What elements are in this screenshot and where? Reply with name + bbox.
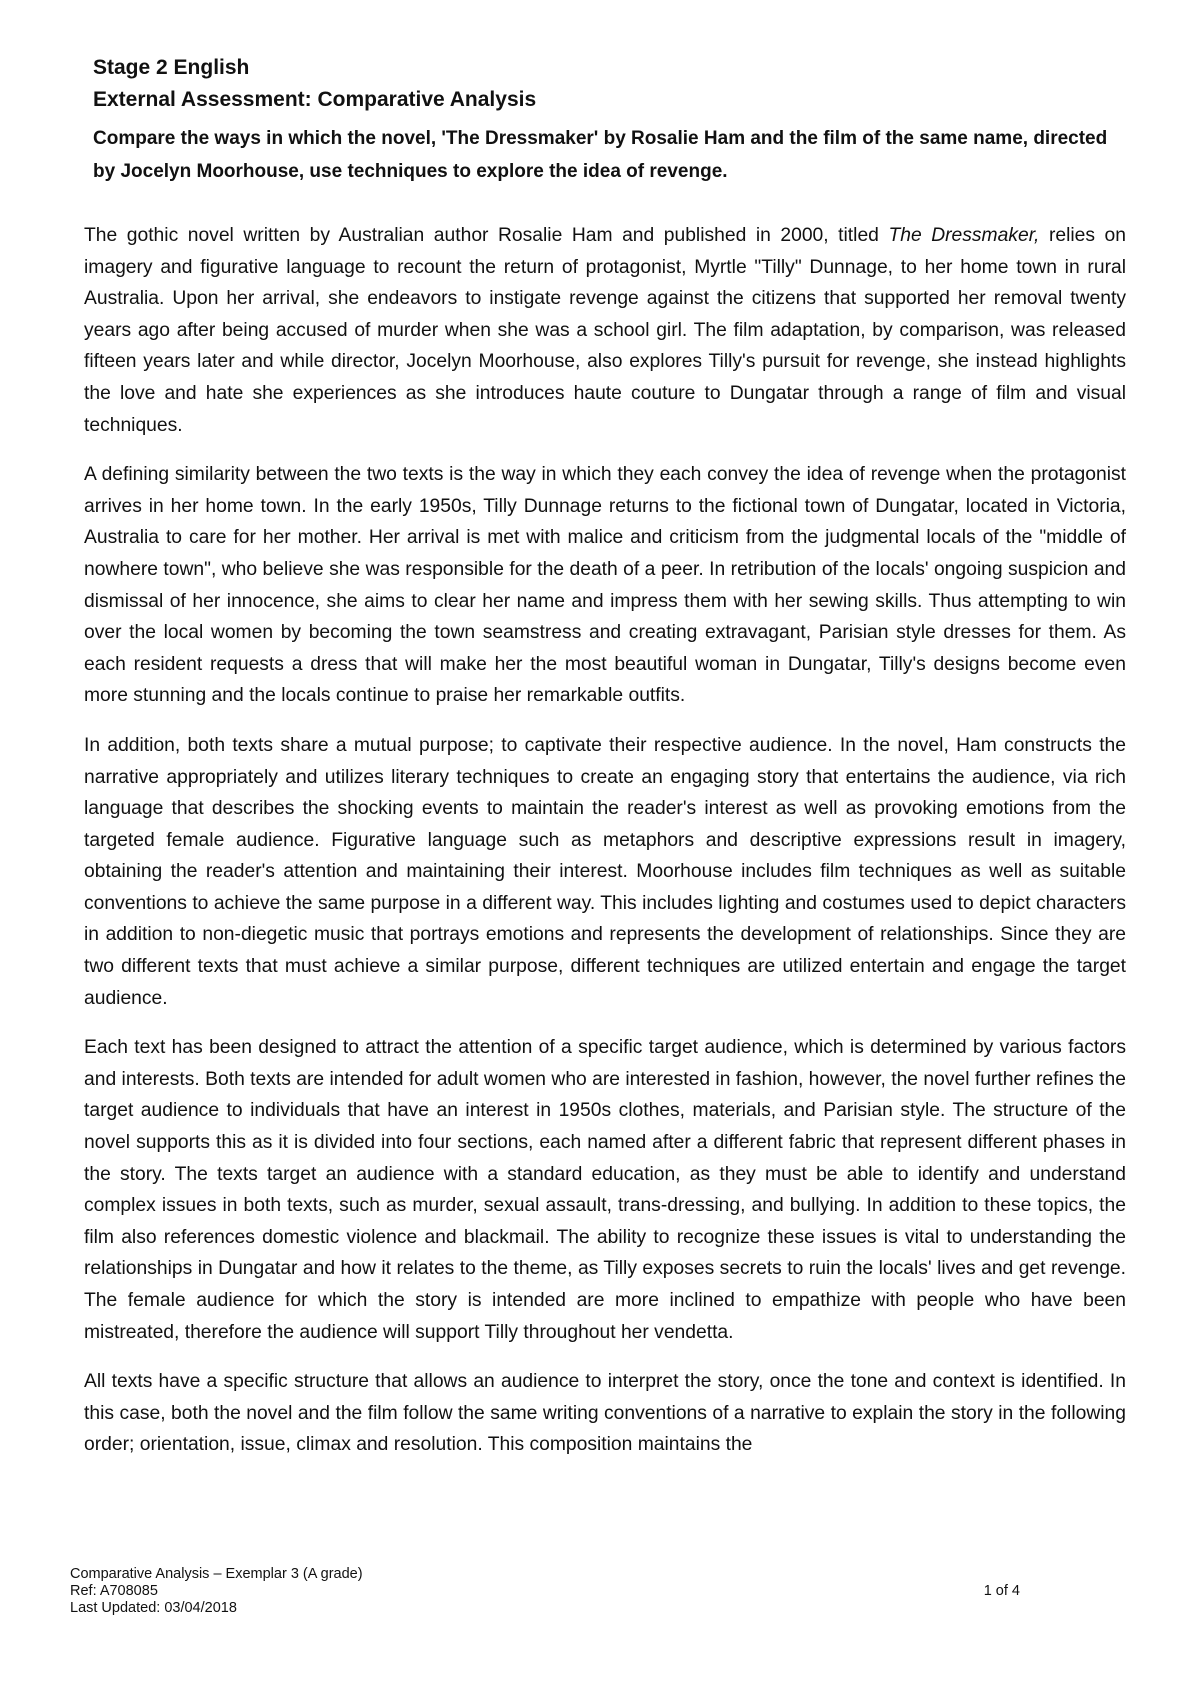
footer-doc-title: Comparative Analysis – Exemplar 3 (A grade) <box>70 1566 363 1582</box>
paragraph-1-rest: relies on imagery and figurative language to recount the return of protagonist, Myrtle "Tilly" Dunnage, to her home town in rural Australia. Upon her arrival, she endeavors to instigate revenge against the citizens that supported her removal twenty years ago after being accused of murder when she was a school girl. The film adaptation, by comparison, was released fifteen years later and while director, Jocelyn Moorhouse, also explores Tilly's pursuit for revenge, she instead highlights the love and hate she experiences as she introduces haute couture to Dungatar through a range of film and visual techniques. <box>84 225 1126 436</box>
essay-body <box>84 220 1126 1479</box>
course-title: Stage 2 English <box>93 56 250 79</box>
essay-question: Compare the ways in which the novel, 'The Dressmaker' by Rosalie Ham and the film of the same name, directed by Jocelyn Moorhouse, use techniques to explore the idea of revenge. <box>93 128 1108 182</box>
paragraph-1-start: The gothic novel written by Australian author Rosalie Ham and published in 2000, titled <box>84 225 889 246</box>
paragraph-5: All texts have a specific structure that allows an audience to interpret the story, once the tone and context is identified. In this case, both the novel and the film follow the same writing conventions of a narrative to explain the story in the following order; orientation, issue, climax and resolution. This composition maintains the <box>84 1371 1126 1456</box>
page-footer <box>70 1566 1020 1617</box>
paragraph-1 <box>84 220 1126 441</box>
assessment-title: External Assessment: Comparative Analysis <box>93 88 537 111</box>
novel-title: The Dressmaker, <box>888 225 1040 246</box>
paragraph-4: Each text has been designed to attract the attention of a specific target audience, which is determined by various factors and interests. Both texts are intended for adult women who are interested in fashion, however, the novel further refines the target audience to individuals that have an interest in 1950s clothes, materials, and Parisian style. The structure of the novel supports this as it is divided into four sections, each named after a different fabric that represent different phases in the story. The texts target an audience with a standard education, as they must be able to identify and understand complex issues in both texts, such as murder, sexual assault, trans-dressing, and bullying. In addition to these topics, the film also references domestic violence and blackmail. The ability to recognize these issues is vital to understanding the relationships in Dungatar and how it relates to the theme, as Tilly exposes secrets to ruin the locals' lives and get revenge. The female audience for which the story is intended are more inclined to empathize with people who have been mistreated, therefore the audience will support Tilly throughout her vendetta. <box>84 1037 1126 1343</box>
page-number: 1 of 4 <box>983 1583 1020 1599</box>
paragraph-3: In addition, both texts share a mutual purpose; to captivate their respective audience. In the novel, Ham constructs the narrative appropriately and utilizes literary techniques to create an engaging story that entertains the audience, via rich language that describes the shocking events to maintain the reader's interest as well as provoking emotions from the targeted female audience. Figurative language such as metaphors and descriptive expressions result in imagery, obtaining the reader's attention and maintaining their interest. Moorhouse includes film techniques as well as suitable conventions to achieve the same purpose in a different way. This includes lighting and costumes used to depict characters in addition to non-diegetic music that portrays emotions and represents the development of relationships. Since they are two different texts that must achieve a similar purpose, different techniques are utilized entertain and engage the target audience. <box>84 734 1126 1009</box>
footer-updated: Last Updated: 03/04/2018 <box>70 1600 237 1616</box>
footer-ref: Ref: A708085 <box>70 1583 158 1599</box>
document-header <box>93 52 1123 188</box>
paragraph-2: A defining similarity between the two texts is the way in which they each convey the idea of revenge when the protagonist arrives in her home town. In the early 1950s, Tilly Dunnage returns to the fictional town of Dungatar, located in Victoria, Australia to care for her mother. Her arrival is met with malice and criticism from the judgmental locals of the "middle of nowhere town", who believe she was responsible for the death of a peer. In retribution of the locals' ongoing suspicion and dismissal of her innocence, she aims to clear her name and impress them with her sewing skills. Thus attempting to win over the local women by becoming the town seamstress and creating extravagant, Parisian style dresses for them. As each resident requests a dress that will make her the most beautiful woman in Dungatar, Tilly's designs become even more stunning and the locals continue to praise her remarkable outfits. <box>84 464 1126 707</box>
